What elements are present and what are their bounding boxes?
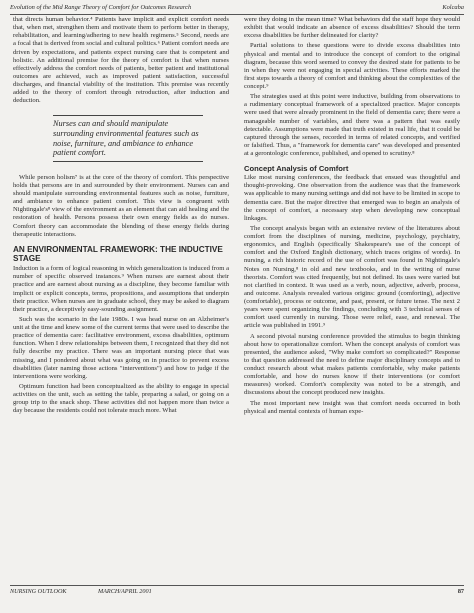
subsection-heading: Concept Analysis of Comfort <box>244 164 349 174</box>
body-paragraph: The most important new insight was that comfort needs occurred in both physical and mental contexts of human expe- <box>244 399 460 415</box>
body-paragraph: Induction is a form of logical reasoning in which generalization is induced from a number of specific observed instances.⁹ When nurses are earnest about their practice and are earnest about nursing as a discipline, they become familiar with implicit or explicit concepts, terms, propositions, and assumptions that underpin their practice. When nurses are in graduate school, they may be asked to diagram their practice, a deceptively easy-sounding assignment. <box>13 265 229 313</box>
author-name: Kolcaba <box>442 4 464 11</box>
body-paragraph: The strategies used at this point were inductive, building from observations to a rudimentary conceptual framework of a specialized practice. Major concepts were used that were already prominent in the field of dementia care; there were a manageable number of variables, and there was a pattern that was easily detectable. Assumptions were made that truth existed in real life, that it could be captured through the senses, recorded in terms of related concepts, and verified or falsified. Thus, a "framework for dementia care" was developed and presented at a gerontologic conference, published, and opened to scrutiny.⁸ <box>244 93 460 157</box>
section-heading: AN ENVIRONMENTAL FRAMEWORK: THE INDUCTIVE STAGE <box>13 244 223 263</box>
body-paragraph: Such was the scenario in the late 1980s. I was head nurse on an Alzheimer's unit at the time and knew some of the current terms that were used to describe the practice of dementia care: facilitative environment, excess disabilities, optimum function. When I drew relationships between them, I recognized that they did not fully describe my practice. There was an important nursing piece that was missing, and I pondered about what was going on in practice to prevent excess disabilities (later naming those actions "interventions") and how to judge if the interventions were working. <box>13 315 229 380</box>
issue-date: MARCH/APRIL 2001 <box>98 588 152 595</box>
body-paragraph: A second pivotal nursing conference provided the stimulus to begin thinking about how to operationalize comfort. When the concept analysis of comfort was presented, the audience asked, "Why make comfort so complicated?" Response to that question addressed the need to define major disciplinary concepts and to conduct research about what makes patients comfortable, why make patients comfortable, and how do nurses know if their interventions (or comfort measures) worked. Comfort's complexity was noted to be a strength, and discussions about the concept produced new insights. <box>244 332 460 397</box>
pull-quote: Nurses can and should manipulate surrounding environmental features such as noise, furniture, and ambiance to enhance patient comfort. <box>53 115 203 161</box>
running-header <box>10 4 464 15</box>
body-paragraph: The concept analysis began with an extensive review of the literatures about comfort from the disciplines of nursing, medicine, psychology, psychiatry, ergonomics, and English (specifically Shakespeare's use of the concept of comfort and the Oxford English dictionary, which traces origins of words). In nursing, a rich historic record of the use of comfort was found in Nightingale's Notes on Nursing,⁸ in old and new textbooks, and in the writing of nurse theorists. Comfort was cited frequently, but not defined. Its uses were varied but not clarified in context. It was used as a verb, noun, adjective, adverb, process, and outcome. Analysis revealed various origins: ground (comforting), adjective (comfortable), process or outcome, and past, present, or future tense. The next 2 years were spent organizing the findings, concluding with 3 technical senses of comfort used currently in nursing. Those were relief, ease, and renewal. The article was published in 1991.⁹ <box>244 224 460 330</box>
page-footer <box>10 585 464 598</box>
body-paragraph: that directs human behavior.⁴ Patients have implicit and explicit comfort needs that, when met, strengthen them and motivate them to perform better in therapy, rehabilitation, and learning/adhering to new health regimens.⁵ Second, needs are a focal that is derived from social and cultural politics.⁶ Patient comfort needs are driven by expectations, and patients expect nursing care that is competent and holistic. An additional premise for the theory of comfort is that when nurses effectively address the comfort needs of patients, better patient and institutional outcomes are achieved, such as improved patient satisfaction, successful discharges, and financial viability of the institution. This premise was recently added to the theory of comfort through retroduction, after induction and deduction. <box>13 16 229 105</box>
right-column <box>244 16 460 418</box>
journal-name: NURSING OUTLOOK <box>10 588 67 595</box>
body-paragraph: were they doing in the mean time? What behaviors did the staff hope they would exhibit that would indicate an absence of excess disabilities? Should the term excess disabilities be further delineated for clarity? <box>244 16 460 40</box>
body-paragraph: Partial solutions to these questions were to divide excess disabilities into physical and mental and to introduce the concept of comfort to the original diagram, because this word seemed to convey the desired state for patients to be in when they were not engaging in special activities. These efforts marked the first steps towards a theory of comfort and thinking about the complexities of the concept.⁹ <box>244 42 460 90</box>
body-paragraph: Like most nursing conferences, the feedback that ensued was thoughtful and thought-provoking. One observation from the audience was that the framework was applicable to many nursing settings and did not have to be limited in scope to dementia care. But the major directive that emerged was to begin an analysis of the concept of comfort, a necessary step when developing new conceptual linkages. <box>244 174 460 222</box>
body-paragraph: While person holism⁷ is at the core of the theory of comfort. This perspective holds that persons are in and surrounded by their environment. Nurses can and should manipulate surrounding environmental features such as noise, furniture, and ambiance to enhance patient comfort. This view is congruent with Nightingale's⁸ view of the environment as an element that can aid healing and the restoration of health. Persons possess their own energy fields as do nurses. Comfort theory can accommodate the blending of these energy fields during therapeutic interactions. <box>13 173 229 238</box>
page-number: 87 <box>457 588 464 595</box>
left-column <box>13 16 229 417</box>
running-title: Evolution of the Mid Range Theory of Comfort for Outcomes Research <box>10 4 192 11</box>
body-paragraph: Optimum function had been conceptualized as the ability to engage in special activities on the unit, such as setting the table, preparing a salad, or going on a group trip to the snack shop. These activities did not happen more than twice a day because the residents could not tolerate much more. What <box>13 382 229 415</box>
